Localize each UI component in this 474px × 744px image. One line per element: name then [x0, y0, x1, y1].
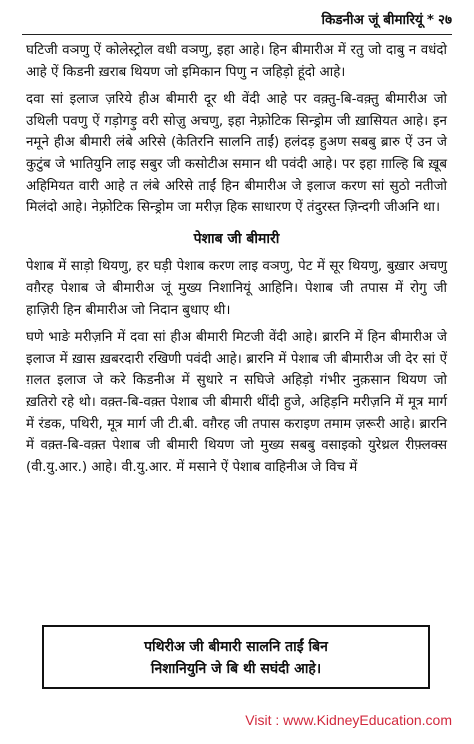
- star-separator: *: [426, 12, 434, 28]
- paragraph: घटिजी वञणु ऐं कोलेस्ट्रोल वधी वञणु, इहा आहे। हिन बीमारीअ में रतु जो दाबु न वधंदो आहे ऐं किडनी ख़राब थियण जो इमिकान पिणु न जहिड़ो हूंदो आहे।: [26, 43, 447, 80]
- chapter-title: किडनीअ जूं बीमारियूं: [321, 12, 423, 28]
- callout-box: [42, 625, 430, 689]
- header-rule: [22, 34, 452, 35]
- footer-visit-link[interactable]: Visit : www.KidneyEducation.com: [245, 712, 452, 728]
- section-heading: पेशाब जी बीमारी: [193, 230, 280, 247]
- page-number: २७: [437, 12, 452, 28]
- paragraph: दवा सां इलाज ज़रिये हीअ बीमारी दूर थी वेंदी आहे पर वक़्तु-बि-वक़्तु बीमारीअ जो उथिली पवणु ऐं गड़ोगड़ु वरी सोजु़ अचणु, इहा नेफ़्रोटिक सिन्ड्रोम जी ख़ासियत आहे। इन नमूने हीअ बीमारी लंबे अरिसे (केतिरनि सालनि ताईं) हलंदड़ हुअण सबबु ब्रारु ऐं उन जे कुटुंब जे भातियुनि लाइ सबुर जी कसोटीअ समान थी पवंदी आहे। पर इहा ग़ाल्हि बि ख़ूब अहिमियत वारी आहे त लंबे अरिसे ताईं हिन बीमारीअ जे इलाज करण सां सुठो नतीजो मिलंदो आहे। नेफ़्रोटिक सिन्ड्रोम जा मरीज़ हिक साधारण ऐं तंदुरस्त ज़िन्दगी जीअनि था।: [26, 92, 447, 216]
- callout-line: निशानियुनि जे बि थी सघंदी आहे।: [150, 661, 322, 677]
- running-header: [321, 10, 452, 28]
- callout-line: पथिरीअ जी बीमारी सालनि ताईं बिन: [144, 639, 328, 655]
- paragraph: पेशाब में साड़ो थियणु, हर घड़ी पेशाब करण लाइ वञणु, पेट में सूर थियणु, बुख़ार अचणु वग़ैरह पेशाब जे बीमारीअ जूं मुख्य निशानियूं आहिनि। पेशाब जी तपास में रोगु जी हाज़िरी हिन बीमारीअ जो निदान बुधाए थी।: [26, 259, 447, 318]
- body-text: [26, 40, 447, 484]
- paragraph: घणे भाङे मरीज़नि में दवा सां हीअ बीमारी मिटजी वेंदी आहे। ब्रारनि में हिन बीमारीअ जे इलाज में ख़ास ख़बरदारी रखिणी पवंदी आहे। ब्रारनि में पेशाब जी बीमारीअ जी देर सां ऐं ग़लत इलाज जे करे किडनीअ में सुधारे न सघिजे अहिड़ो गंभीर नुक़सान थियण जो ख़तिरो रहे थो। वक़्त-बि-वक़्त पेशाब जी बीमारी थींदी हुजे, अहिड़नि मरीज़नि में मूत्र मार्ग में रंडक, पथिरी, मूत्र मार्ग जी टी.बी. वग़ैरह जी तपास कराइण तमाम ज़रूरी आहे। ब्रारनि में वक़्त-बि-वक़्त पेशाब जी बीमारी थियण जो मुख्य सबबु वसाइको युरेथ्रल रीफ़्लक्स (वी.यु.आर.) आहे। वी.यु.आर. में मसाने ऐं पेशाब वाहिनीअ जे विच में: [26, 330, 447, 475]
